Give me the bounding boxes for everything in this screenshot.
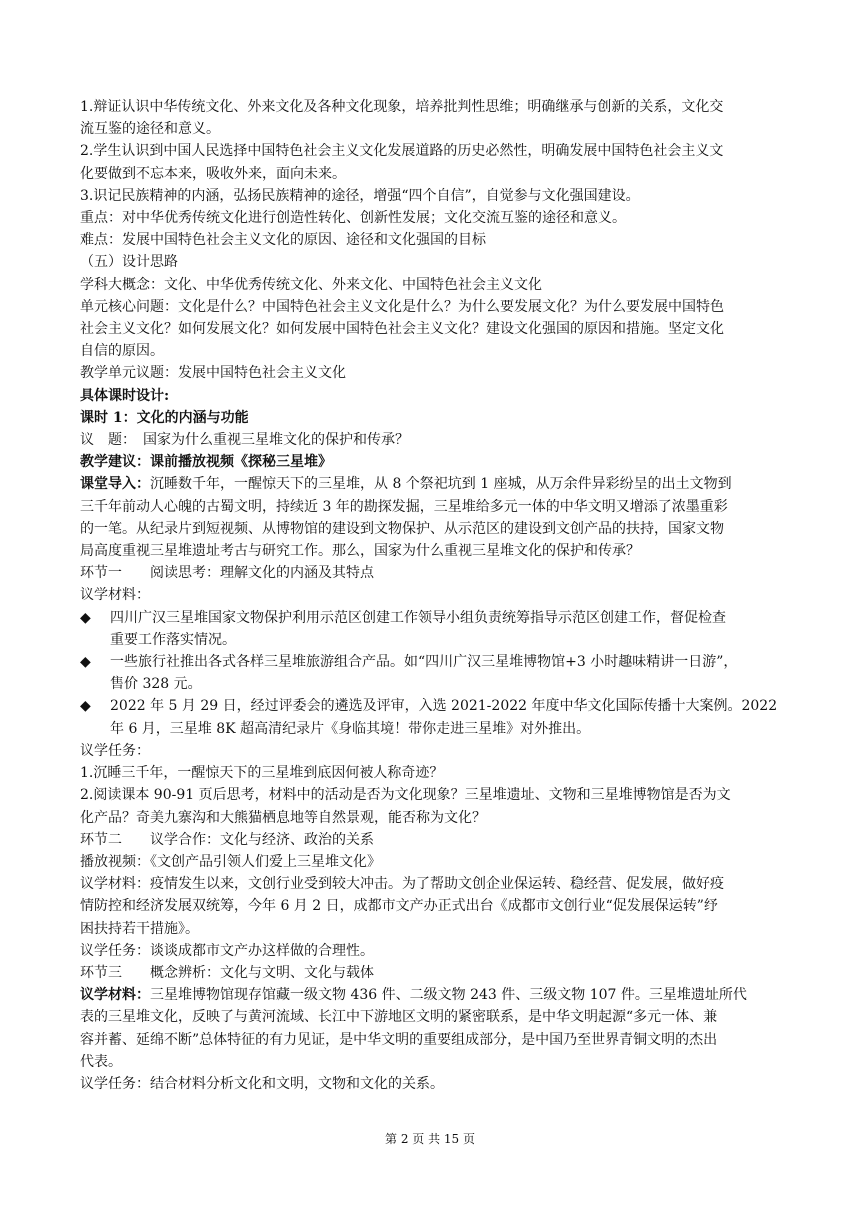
section-3-task: 议学任务：结合材料分析文化和文明，文物和文化的关系。 bbox=[80, 1075, 444, 1092]
goal-1-line-1: 1.辩证认识中华传统文化、外来文化及各种文化现象，培养批判性思维；明确继承与创新的关系，文化交 bbox=[80, 99, 724, 115]
subject-concepts: 学科大概念：文化、中华优秀传统文化、外来文化、中国特色社会主义文化 bbox=[80, 276, 542, 293]
intro-line-4: 局高度重视三星堆遗址考古与研究工作。那么，国家为什么重视三星堆文化的保护和传承？ bbox=[80, 543, 640, 560]
section-3-material-text-1: 三星堆博物馆现存馆藏一级文物 436 件、二级文物 243 件、三级文物 107 件。三星堆遗址所代 bbox=[150, 987, 747, 1004]
section-1-tasks-label: 议学任务： bbox=[80, 742, 150, 759]
goal-2-line-2: 化要做到不忘本来，吸收外来，面向未来。 bbox=[80, 165, 346, 182]
section-1-task-2-line-2: 化产品？奇美九寨沟和大熊猫栖息地等自然景观，能否称为文化？ bbox=[80, 809, 486, 826]
design-heading: （五）设计思路 bbox=[80, 254, 178, 271]
bullet-1-line-2: 重要工作落实情况。 bbox=[110, 631, 236, 648]
section-2-title: 环节二 议学合作：文化与经济、政治的关系 bbox=[80, 831, 374, 848]
goal-3: 3.识记民族精神的内涵，弘扬民族精神的途径，增强“四个自信”，自觉参与文化强国建设。 bbox=[80, 187, 640, 204]
section-1-task-2-line-1: 2.阅读课本 90-91 页后思考，材料中的活动是否为文化现象？三星堆遗址、文物和三星堆博物馆是否为文 bbox=[80, 787, 731, 804]
section-2-material-line-2: 情防控和经济发展双统筹，今年 6 月 2 日，成都市文产办正式出台《成都市文创行业“促发展保运转”纾 bbox=[80, 898, 718, 915]
bullet-3-line-2: 年 6 月，三星堆 8K 超高清纪录片《身临其境！带你走进三星堆》对外推出。 bbox=[110, 720, 591, 737]
core-question-line-3: 自信的原因。 bbox=[80, 343, 164, 360]
section-3-material-line-2: 表的三星堆文化，反映了与黄河流域、长江中下游地区文明的紧密联系，是中华文明起源“多元一体、兼 bbox=[80, 1009, 718, 1026]
material-bullet-3 bbox=[80, 695, 802, 739]
unit-topic: 教学单元议题：发展中国特色社会主义文化 bbox=[80, 365, 346, 382]
bullet-1-line-1: 四川广汉三星堆国家文物保护利用示范区创建工作领导小组负责统筹指导示范区创建工作，督促检查 bbox=[110, 609, 726, 626]
lesson-design-heading: 具体课时设计: bbox=[80, 387, 170, 404]
lesson-title: 课时 1：文化的内涵与功能 bbox=[80, 409, 249, 426]
goal-1-line-2: 流互鉴的途径和意义。 bbox=[80, 121, 220, 138]
section-1-title: 环节一 阅读思考：理解文化的内涵及其特点 bbox=[80, 565, 374, 582]
material-bullet-2 bbox=[80, 651, 802, 695]
section-1-task-1: 1.沉睡三千年，一醒惊天下的三星堆到底因何被人称奇迹？ bbox=[80, 765, 444, 782]
diamond-bullet-icon: ◆ bbox=[80, 654, 91, 671]
diamond-bullet-icon: ◆ bbox=[80, 698, 91, 715]
bullet-2-line-2: 售价 328 元。 bbox=[110, 676, 202, 693]
intro-line-2: 三千年前动人心魄的古蜀文明，持续近 3 年的勘探发掘，三星堆给多元一体的中华文明又增添了浓墨重彩 bbox=[80, 498, 728, 515]
lesson-topic: 议 题： 国家为什么重视三星堆文化的保护和传承？ bbox=[80, 432, 409, 449]
core-question-line-1: 单元核心问题：文化是什么？中国特色社会主义文化是什么？为什么要发展文化？为什么要发展中国特色 bbox=[80, 298, 724, 315]
section-2-material-line-3: 困扶持若干措施》。 bbox=[80, 920, 199, 937]
section-2-task: 议学任务：谈谈成都市文产办这样做的合理性。 bbox=[80, 942, 374, 959]
section-3-material-line-4: 代表。 bbox=[80, 1053, 122, 1070]
section-3-material-line-1 bbox=[80, 984, 802, 1006]
core-question-line-2: 社会主义文化？如何发展文化？如何发展中国特色社会主义文化？建设文化强国的原因和措施。坚定文化 bbox=[80, 321, 724, 338]
difficult-points: 难点：发展中国特色社会主义文化的原因、途径和文化强国的目标 bbox=[80, 232, 486, 249]
diamond-bullet-icon: ◆ bbox=[80, 609, 91, 626]
intro-label: 课堂导入： bbox=[80, 476, 150, 493]
bullet-2-line-1: 一些旅行社推出各式各样三星堆旅游组合产品。如“四川广汉三星堆博物馆+3 小时趣味精讲一日游”， bbox=[110, 654, 738, 671]
section-3-material-line-3: 容并蓄、延绵不断”总体特征的有力见证，是中华文明的重要组成部分，是中国乃至世界青铜文明的杰出 bbox=[80, 1031, 718, 1048]
goal-2-line-1: 2.学生认识到中国人民选择中国特色社会主义文化发展道路的历史必然性，明确发展中国特色社会主义文 bbox=[80, 143, 724, 160]
section-3-title: 环节三 概念辨析：文化与文明、文化与载体 bbox=[80, 964, 374, 981]
intro-line-1 bbox=[80, 473, 802, 495]
section-2-material-line-1: 议学材料：疫情发生以来，文创行业受到较大冲击。为了帮助文创企业保运转、稳经营、促发展，做好疫 bbox=[80, 876, 724, 893]
intro-text-1: 沉睡数千年，一醒惊天下的三星堆，从 8 个祭祀坑到 1 座城，从万余件异彩纷呈的出土文物到 bbox=[150, 476, 732, 493]
section-3-material-label: 议学材料： bbox=[80, 987, 150, 1004]
section-2-video: 播放视频：《文创产品引领人们爱上三星堆文化》 bbox=[80, 853, 381, 870]
teaching-suggestion: 教学建议：课前播放视频《探秘三星堆》 bbox=[80, 454, 332, 471]
bullet-3-line-1: 2022 年 5 月 29 日，经过评委会的遴选及评审，入选 2021-2022 年度中华文化国际传播十大案例。2022 bbox=[110, 698, 778, 715]
key-points: 重点：对中华优秀传统文化进行创造性转化、创新性发展；文化交流互鉴的途径和意义。 bbox=[80, 210, 626, 227]
intro-line-3: 的一笔。从纪录片到短视频、从博物馆的建设到文物保护、从示范区的建设到文创产品的扶持，国家文物 bbox=[80, 520, 724, 537]
page-number-footer: 第 2 页 共 15 页 bbox=[385, 1132, 475, 1146]
material-bullet-1 bbox=[80, 607, 802, 651]
section-1-materials-label: 议学材料： bbox=[80, 587, 150, 604]
